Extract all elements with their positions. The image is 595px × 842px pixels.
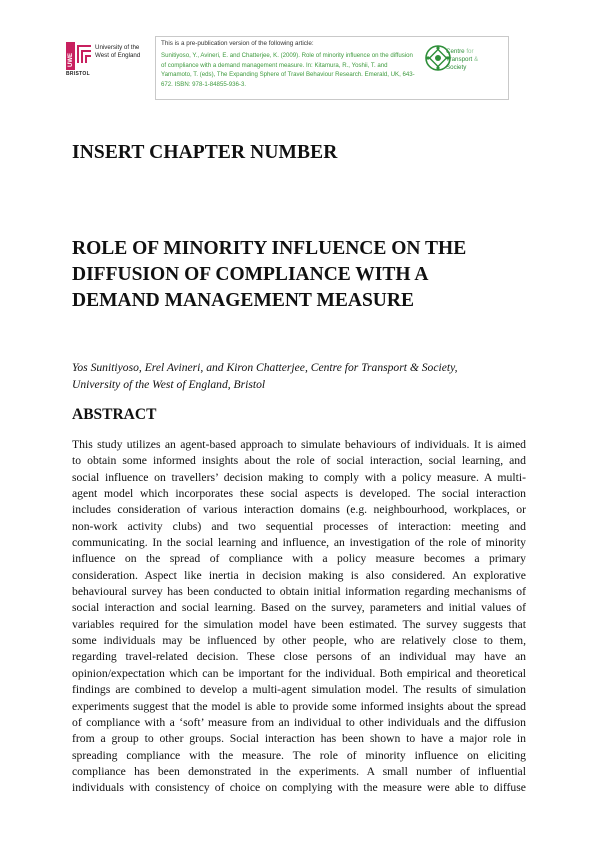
abstract-line: some individuals may be influenced by other people, who are relatively close to them, (72, 634, 526, 648)
abstract-line: This study utilizes an agent-based approach to simulate behaviours of individuals. It is aimed (72, 438, 526, 451)
cts-name (446, 48, 478, 72)
author-affiliation (72, 360, 532, 393)
cts-name-for: for (466, 48, 474, 55)
abstract-line: experiments suggest that the model is able to provide some informed insights about the spread (72, 699, 526, 713)
cts-name-society: Society (446, 64, 467, 71)
abstract-line: agent model which incorporates these social aspects is developed. The social interaction (72, 487, 526, 501)
cts-logo (424, 44, 508, 80)
uwe-name-line1: University of the (95, 44, 140, 51)
abstract-line: opinion/expectation which can be important for the individual. Both empirical and theoretical (72, 666, 526, 680)
abstract-line: behavioural survey has been conducted to obtain initial information regarding mechanisms of (72, 585, 526, 599)
author-line: University of the West of England, Bristol (72, 377, 266, 391)
abstract-line: regarding travel-related decision. These close persons of an individual may have an (72, 650, 526, 664)
cts-name-centre: Centre (446, 48, 465, 55)
title-line: DEMAND MANAGEMENT MEASURE (72, 290, 414, 311)
abstract-line: from a group to other groups. Social interaction has been shown to have a major role in (72, 732, 526, 746)
abstract-line: individuals with consistency of choice on complying with the measure were able to diffuse (72, 781, 526, 795)
abstract-line: includes consideration of various interaction domains (e.g. neighbourhood, workplaces, or (72, 503, 526, 517)
uwe-city: BRISTOL (66, 71, 90, 77)
paper-title (72, 236, 532, 314)
abstract-line: of compliance with a ‘soft’ measure from an individual to other individuals and the diffusion (72, 715, 526, 729)
abstract-body (72, 437, 526, 797)
abstract-line: consideration. Aspect like inertia in decision making is also considered. An explorative (72, 568, 526, 582)
abstract-line: influence on the spread of compliance with a policy measure becomes a primary (72, 552, 526, 566)
cts-name-transport: Transport (446, 56, 473, 63)
cts-name-ampersand: & (473, 56, 479, 63)
abstract-line: to obtain some informed insights about the role of social interaction, social learning, and (72, 454, 526, 468)
abstract-line: compliance has been demonstrated in the experiments. A small number of influential (72, 764, 526, 778)
chapter-number: INSERT CHAPTER NUMBER (72, 142, 338, 163)
uwe-logo (66, 42, 154, 78)
abstract-line: spreading compliance with the measure. The role of minority influence on eliciting (72, 748, 526, 762)
prepublication-label: This is a pre-publication version of the following article: (161, 40, 314, 47)
abstract-line: social interaction and social learning. Based on the survey, parameters and initial values of (72, 601, 526, 615)
abstract-line: social influence on travellers’ decision making to comply with a policy measure. A multi- (72, 470, 526, 484)
abstract-line: communicating. In the social learning and influence, an investigation of the role of minority (72, 536, 526, 550)
title-line: DIFFUSION OF COMPLIANCE WITH A (72, 264, 429, 285)
uwe-logo-icon (66, 42, 94, 70)
svg-text:UWE: UWE (68, 53, 75, 67)
uwe-name (95, 44, 155, 60)
uwe-name-line2: West of England (95, 52, 141, 59)
abstract-line: variables required for the simulation model have been estimated. The survey suggests that (72, 617, 526, 631)
abstract-heading: ABSTRACT (72, 406, 157, 423)
abstract-line: non-work activity clubs) and two sequential processes of interaction: meeting and (72, 519, 526, 533)
citation-text: Sunitiyoso, Y., Avineri, E. and Chatterjee, K. (2009). Role of minority influence on the diffusion of compliance with a demand management measure. In: Kitamura, R., Yoshii, T. and Yamamoto, T. (eds), The Expanding Sphere of Travel Behaviour Research. Emerald, UK, 643-672. ISBN: 978-1-84855-936-3. (161, 52, 415, 88)
title-line: ROLE OF MINORITY INFLUENCE ON THE (72, 238, 467, 259)
author-line: Yos Sunitiyoso, Erel Avineri, and Kiron Chatterjee, Centre for Transport & Society, (72, 361, 458, 374)
abstract-line: findings are combined to develop a multi-agent simulation model. The results of simulation (72, 683, 526, 697)
